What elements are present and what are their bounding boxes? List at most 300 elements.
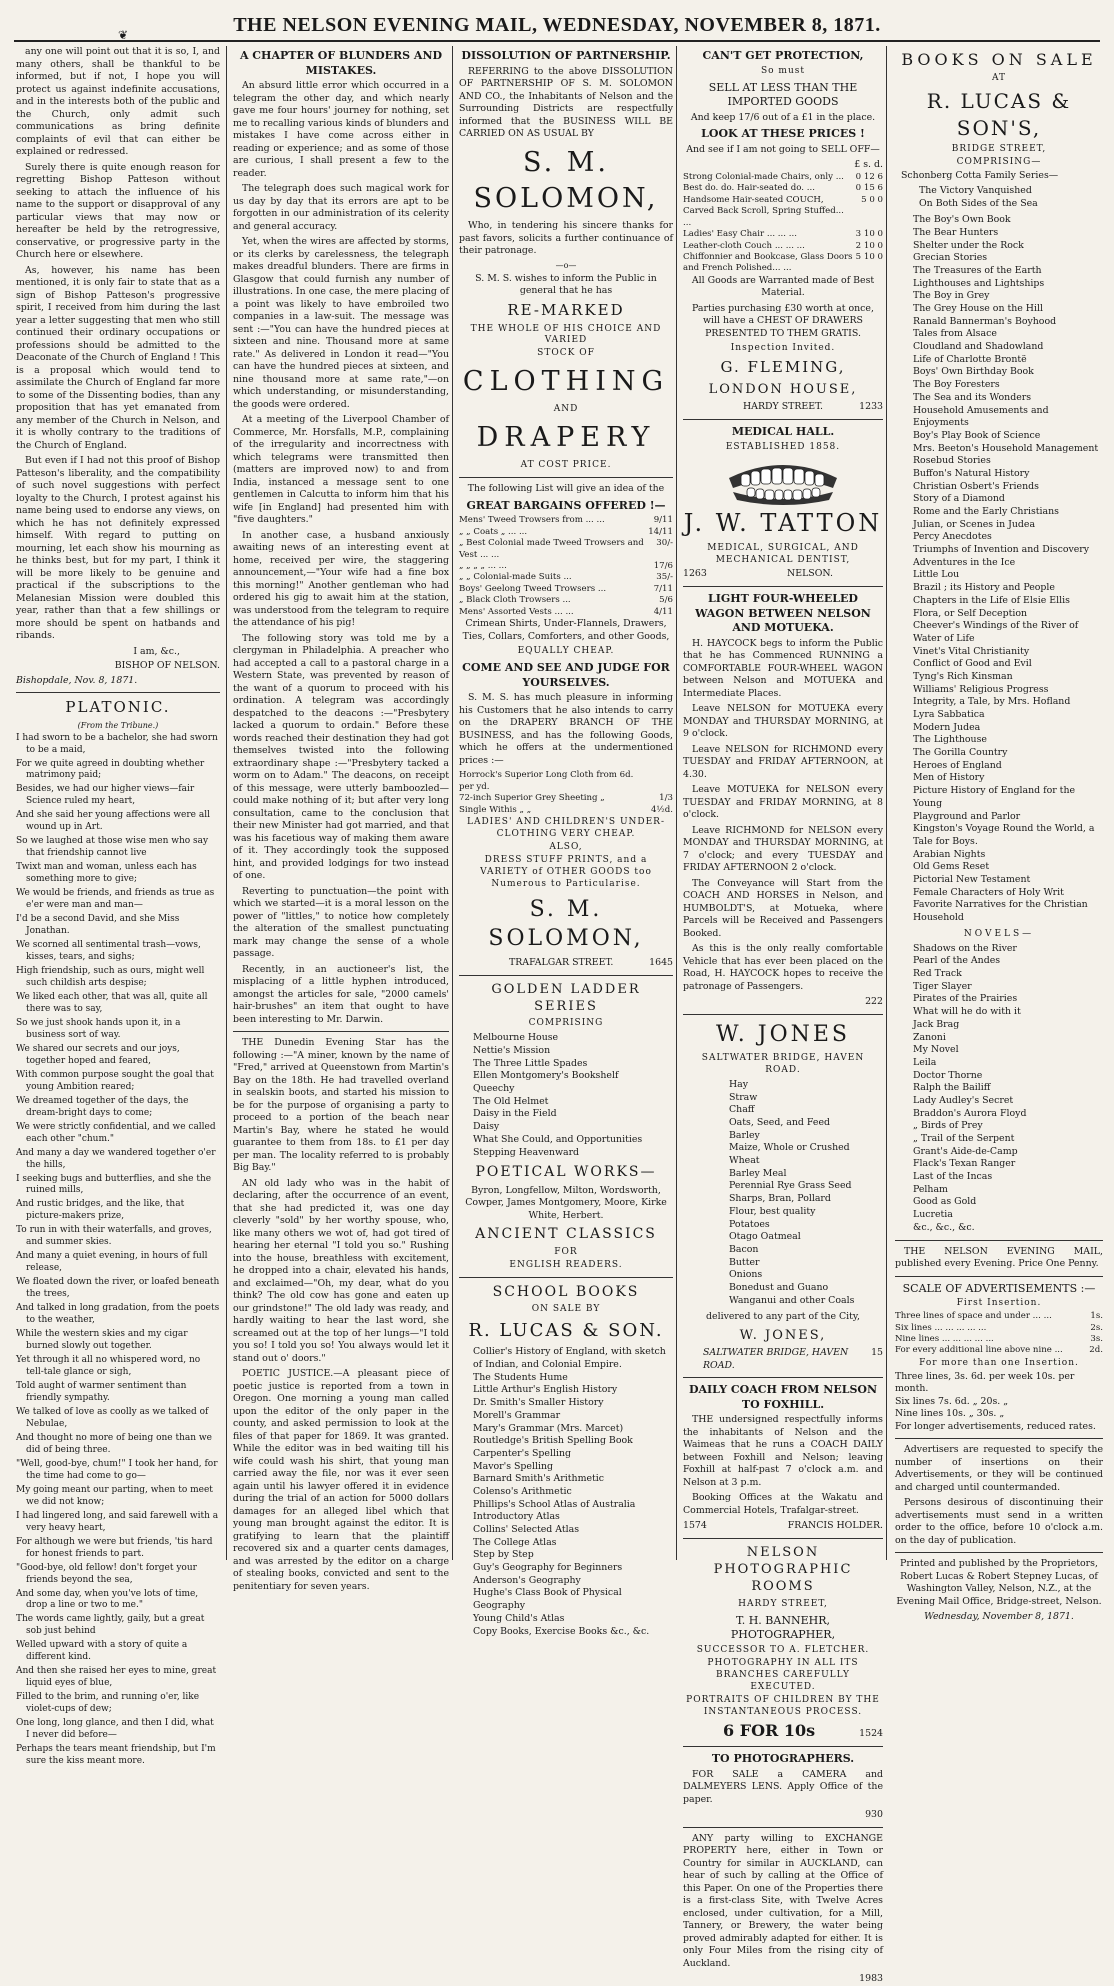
column-1 [14, 46, 224, 1767]
photo-heading: NELSON PHOTOGRAPHIC ROOMS [713, 1544, 853, 1595]
book-item: Grecian Stories [913, 252, 988, 264]
poem-line: "Good-bye, old fellow! don't forget your friends beyond the sea, [16, 1562, 197, 1585]
ad-number: 1263 [683, 568, 707, 580]
price-value: 3s. [1090, 1333, 1103, 1344]
letter-paragraph: Surely there is quite enough reason for regretting Bishop Patteson without seeking to attach the influence of his name to the support or disapproval of any particular views that may now or hereafter be held by the retrogressive, conservative, or progressive party in the Church here or elsewhere. [16, 161, 220, 260]
book-item: Boys' Own Birthday Book [913, 366, 1034, 378]
book-item: Williams' Religious Progress [913, 683, 1049, 695]
book-item: Kingston's Voyage Round the World, a Tale for Boys. [913, 823, 1095, 847]
price-item: Three lines of space and under ... ... [895, 1311, 1052, 1322]
advertisers-text: Advertisers are requested to specify the number of insertions on their Advertisements, or they will be continued and charged until countermanded. [895, 1444, 1103, 1493]
produce-item: Barley Meal [729, 1167, 787, 1179]
book-item: Percy Anecdotes [913, 531, 992, 543]
novel-item: Tiger Slayer [913, 980, 972, 992]
book-item: Brazil ; its History and People [913, 582, 1055, 594]
book-item: Triumphs of Invention and Discovery [913, 544, 1090, 556]
poem-line: To run in with their waterfalls, and groves, and summer skies. [16, 1225, 212, 1248]
poem-line: And then she raised her eyes to mine, great liquid eyes of blue, [16, 1666, 217, 1689]
price-row [459, 572, 673, 583]
produce-item: Maize, Whole or Crushed [729, 1142, 850, 1154]
notice-text: S. M. S. wishes to inform the Public in general that he has [475, 272, 657, 297]
poem-line: So we laughed at those wise men who say that friendship cannot live [16, 836, 209, 859]
book-item: The Grey House on the Hill [913, 303, 1043, 315]
dissolution-intro: REFERRING to the above DISSOLUTION OF PARTNERSHIP OF S. M. SOLOMON AND CO., the Inhabitants of Nelson and the Surrounding Districts are respectfully informed that the BUSINESS WILL BE CARRIED ON AS USUAL BY [459, 65, 673, 140]
article-paragraph: Reverting to punctuation—the point with which we started—it is a moral lesson on the power of "littles," to notice how completely the alteration of the smallest punctuating mark may change the sense of a whole passage. [233, 885, 449, 960]
wagon-intro: H. HAYCOCK begs to inform the Public that he has Commenced RUNNING a COMFORTABLE FOUR-WHEEL WAGON between Nelson and MOTUEKA and Intermediate Places. [683, 637, 883, 699]
novel-item: Good as Gold [913, 1196, 977, 1208]
remarked-heading: RE-MARKED [507, 300, 625, 319]
medical-hall-heading: MEDICAL HALL. [731, 424, 835, 438]
book-item: Cloudland and Shadowland [913, 341, 1044, 353]
conveyance-text: The Conveyance will Start from the COACH AND HORSES in Nelson, and HUMBOLDT'S, at Motueka, where Parcels will be Received and Passengers Booked. [683, 877, 883, 939]
book-item: Rosebud Stories [913, 455, 991, 467]
whole-stock-text: THE WHOLE OF HIS CHOICE AND VARIED [470, 323, 662, 346]
london-house: LONDON HOUSE, [708, 382, 858, 398]
poem-line: While the western skies and my cigar burned slowly out together. [16, 1329, 188, 1352]
comprising-text: COMPRISING— [956, 157, 1042, 168]
wagon-time: Leave MOTUEKA for NELSON every TUESDAY and FRIDAY MORNING, at 8 o'clock. [683, 784, 883, 821]
price-item: Nine lines ... ... ... ... ... [895, 1333, 994, 1344]
poem-line: Besides, we had our higher views—fair Science ruled my heart, [16, 784, 195, 807]
solomon-name: S. M. SOLOMON, [473, 146, 659, 214]
price-item: Chiffonnier and Bookcase, Glass Doors and French Polished... ... [683, 251, 853, 274]
novel-item: Zanoni [913, 1031, 946, 1043]
divider [683, 586, 883, 587]
letter-paragraph: But even if I had not this proof of Bishop Patteson's liberality, and the compatibility of such novel suggestions with perfect loyalty to the Church, I protest against his name being used to endorse any views, on which he has not definitely expressed himself. With regard to putting on mourning, let each show his mourning as he thinks best, but for my part, I think it will be more likely to be genuine and practical if the subscriptions to the Melanesian Mission were doubled this year, rather than that a few shillings or more should be spent on hatbands and ribands. [16, 455, 220, 641]
books-on-sale-heading: BOOKS ON SALE [901, 50, 1097, 69]
article-paragraph: At a meeting of the Liverpool Chamber of Commerce, Mr. Horsfalls, M.P., complaining of the irregularity and incorrectness with which telegrams were transmitted then (matters are improved now) to and from India, instanced a message sent to one gentlemen in Calcutta to inform him that his wife [in England] had presented him with "five daughters." [233, 414, 449, 526]
price-row [459, 595, 673, 606]
price-value: 0 15 6 [855, 183, 883, 194]
keep-text: And keep 17/6 out of a £1 in the place. [690, 111, 876, 123]
article-paragraph: In another case, a husband anxiously awaiting news of an interesting event at home, received per wire, the staggering announcement,—"Your wife had a fine box this morning!" Another gentleman who had ordered his gig to await him at the station, was understood from the telegram to require the attendance of his pig! [233, 529, 449, 629]
page-columns [14, 46, 1103, 1985]
divider [16, 692, 220, 693]
poem-line: My going meant our parting, when to meet we did not know; [16, 1484, 213, 1507]
price-value: 2 10 0 [855, 240, 883, 251]
poem-line: And thought no more of being one than we did of being three. [16, 1432, 212, 1455]
book-item: The Gorilla Country [913, 747, 1008, 759]
article-body [233, 80, 449, 1026]
poem-line: And she said her young affections were all wound up in Art. [16, 810, 210, 833]
book-item: Modern Judea [913, 721, 981, 733]
produce-item: Straw [729, 1091, 758, 1103]
price-value: 4/11 [653, 606, 673, 617]
price-value: 30/- [656, 538, 673, 549]
to-photographers-heading: TO PHOTOGRAPHERS. [711, 1752, 855, 1765]
price-row [895, 1323, 1103, 1334]
book-item: Introductory Atlas [473, 1511, 560, 1523]
newspaper-title: THE NELSON EVENING MAIL, WEDNESDAY, NOVEMBER 8, 1871. [233, 14, 881, 36]
book-item: Lyra Sabbatica [913, 709, 985, 721]
jones-name: W. JONES [716, 1021, 850, 1047]
divider [683, 1746, 883, 1747]
poem-line: Perhaps the tears meant friendship, but I'm sure the kiss meant more. [16, 1744, 216, 1767]
see-text: And see if I am not going to SELL OFF— [686, 143, 880, 155]
news-item: AN old lady who was in the habit of declaring, after the occurrence of an event, that she had predicted it, was one day cleverly "sold" by her worthy spouse, who, like many others we wot of, had got tired of hearing her eternal "I told you so." Rushing into the house, breathless with excitement, he dropped into a chair, elevated his hands, and exclaimed—"Oh, my dear, what do you think? The old cow has gone and eaten up our grindstone!" The old lady was ready, and hardly waiting to hear the last word, she screamed out at the top of her lungs—"I told you so! I told you so! You always would let it stand out o' doors." [233, 1177, 449, 1364]
poem-line: High friendship, such as ours, might well such childish arts despise; [16, 966, 205, 988]
more-rates [895, 1371, 1103, 1421]
list-intro: The following List will give an idea of the [467, 483, 665, 495]
poem-line: With common purpose sought the goal that young Ambition reared; [16, 1069, 214, 1092]
crimean-text: Crimean Shirts, Under-Flannels, Drawers, Ties, Collars, Comforters, and other Goods, [462, 618, 670, 642]
price-row [459, 527, 673, 538]
produce-item: Potatoes [729, 1218, 770, 1230]
price-item: Handsome Hair-seated COUCH, Carved Back Scroll, Spring Stuffed... ... [683, 194, 844, 228]
book-item: Little Lou [913, 569, 960, 581]
lsd-header: £ s. d. [854, 159, 883, 171]
golden-ladder-heading: GOLDEN LADDER SERIES [491, 981, 641, 1015]
fleming-name: G. FLEMING, [720, 358, 846, 377]
book-item: Collier's History of England, with sketch of Indian, and Colonial Empire. [473, 1346, 666, 1371]
divider [683, 1538, 883, 1539]
price-list [459, 515, 673, 618]
sell-heading: SELL AT LESS THAN THE IMPORTED GOODS [708, 80, 858, 109]
cost-price-text: AT COST PRICE. [520, 460, 612, 471]
article-title: A CHAPTER OF BLUNDERS AND MISTAKES. [239, 49, 443, 77]
price-item: Six lines ... ... ... ... ... [895, 1322, 987, 1333]
letter-closing: I am, &c., [133, 645, 180, 657]
novel-item: „ Birds of Prey [913, 1120, 983, 1132]
produce-item: Oats, Seed, and Feed [729, 1117, 830, 1129]
wagon-time: Leave NELSON for RICHMOND every TUESDAY and FRIDAY AFTERNOON, at 4.30. [683, 743, 883, 780]
tatton-name: J. W. TATTON [683, 508, 883, 537]
fleming-address-row [683, 401, 883, 414]
poem-line: And many a quiet evening, in hours of full release, [16, 1251, 208, 1274]
book-item: Nettie's Mission [473, 1045, 551, 1057]
price-item: „ Best Colonial made Tweed Trowsers and Vest ... ... [459, 538, 644, 560]
book-item: Morell's Grammar [473, 1409, 561, 1421]
produce-item: Flour, best quality [729, 1205, 816, 1217]
masthead [0, 0, 1114, 46]
more-insertion: For more than one Insertion. [919, 1357, 1079, 1368]
produce-item: Barley [729, 1129, 760, 1141]
produce-item: Bacon [729, 1243, 759, 1255]
clothing-heading: CLOTHING [462, 366, 670, 398]
imprint-text: Printed and published by the Proprietors, Robert Lucas & Robert Stepney Lucas, of Washington Valley, Nelson, N.Z., at the Evening Mail Office, Bridge-street, Nelson. [896, 1558, 1102, 1607]
price-item: Mens' Assorted Vests ... ... [459, 606, 574, 617]
book-item: Buffon's Natural History [913, 467, 1030, 479]
book-item: On Both Sides of the Sea [919, 197, 1038, 209]
article-paragraph: The telegraph does such magical work for us day by day that its errors are apt to be forgotten in our administration of its celerity and general accuracy. [233, 183, 449, 232]
drapery-price-list [459, 770, 673, 816]
protection-heading: CAN'T GET PROTECTION, [702, 49, 864, 62]
ad-number: 1983 [859, 1973, 883, 1985]
poem-line: We talked of love as coolly as we talked of Nebulae, [16, 1406, 209, 1429]
novel-item: Red Track [913, 968, 962, 980]
coach-heading: DAILY COACH FROM NELSON TO FOXHILL. [688, 1383, 878, 1411]
divider [895, 1276, 1103, 1277]
ad-number: 1233 [859, 401, 883, 413]
wagon-time: Leave NELSON for MOTUEKA every MONDAY and THURSDAY MORNING, at 9 o'clock. [683, 703, 883, 740]
letter-paragraph: As, however, his name has been mentioned, it is only fair to state that as a sign of Bishop Patteson's progressive spirit, I received from him during the last year a letter suggesting that men who still continued their ordinary occupations or professions should be admitted to the Deaconate of the Church of England ! This is a proposal which would tend to assimilate the Church of England far more to some of the Dissenting bodies, than any proposition that has yet emanated from any member of the Church in Nelson, and it is wholly contrary to the traditions of the Church of England. [16, 264, 220, 451]
rate-line: Six lines 7s. 6d. „ 20s. „ [895, 1395, 1009, 1407]
price-row [459, 561, 673, 572]
english-readers-text: ENGLISH READERS. [509, 1259, 623, 1270]
ladies-text: LADIES' AND CHILDREN'S UNDER-CLOTHING VERY CHEAP. [466, 816, 666, 839]
price-row [459, 770, 673, 793]
poem-line: I'd be a second David, and she Miss Jonathan. [16, 914, 180, 937]
book-item: Lighthouses and Lightships [913, 277, 1045, 289]
produce-item: Wanganui and other Coals [729, 1294, 855, 1306]
rate-line: Nine lines 10s. „ 30s. „ [895, 1408, 1005, 1420]
book-item: Playground and Parlor [913, 810, 1021, 822]
book-item: Rome and the Early Christians [913, 506, 1059, 518]
column-2 [226, 46, 453, 1592]
book-item: Integrity, a Tale, by Mrs. Hofland [913, 696, 1071, 708]
saltwater-bridge: SALTWATER BRIDGE, HAVEN ROAD. [701, 1053, 865, 1075]
dissolution-title: DISSOLUTION OF PARTNERSHIP. [461, 49, 671, 62]
poem-line: We floated down the river, or loafed beneath the trees, [16, 1277, 220, 1300]
book-item: Barnard Smith's Arithmetic [473, 1473, 605, 1485]
novel-item: „ Trail of the Serpent [913, 1133, 1015, 1145]
produce-item: Perennial Rye Grass Seed [729, 1180, 852, 1192]
rate-line: Three lines, 3s. 6d. per week 10s. per month. [895, 1370, 1075, 1395]
book-item: The Old Helmet [473, 1095, 549, 1107]
solomon-address-row [459, 957, 673, 970]
book-item: The Treasures of the Earth [913, 264, 1042, 276]
price-item: „ Black Cloth Trowsers ... [459, 595, 571, 606]
book-item: Copy Books, Exercise Books &c., &c. [473, 1625, 650, 1637]
produce-item: Onions [729, 1269, 763, 1281]
book-item: Female Characters of Holy Writ [913, 886, 1064, 898]
cotta-list [895, 185, 1103, 210]
poem-line: Welled upward with a story of quite a different kind. [16, 1640, 188, 1663]
book-item: Queechy [473, 1083, 515, 1095]
book-item: Daisy [473, 1121, 500, 1133]
book-item: What She Could, and Opportunities [473, 1133, 643, 1145]
book-item: Chapters in the Life of Elsie Ellis [913, 594, 1070, 606]
book-item: The Bear Hunters [913, 226, 999, 238]
comprising-text: COMPRISING [528, 1018, 604, 1029]
price-item: „ „ Colonial-made Suits ... [459, 572, 572, 583]
book-item: Mrs. Beeton's Household Management [913, 442, 1099, 454]
poem-body [16, 733, 220, 1769]
news-item: POETIC JUSTICE.—A pleasant piece of poetic justice is reported from a town in Oregon. One morning a young man called upon the editor of the only paper in the county, and asked permission to look at the files of that paper for 1869. It was granted. While the editor was in bed waiting till his wife could wash his shirt, that young man carried away the file, nor was it ever seen again until his lawyer offered it in evidence during the trial of an action for 5000 dollars damages for an alleged libel which that young man brought against the editor. It is gratifying to learn that the plaintiff recovered six and a quarter cents damages, and was arrested by the editor on a charge of stealing books, convicted and sent to the penitentiary for seven years. [233, 1368, 449, 1592]
book-item: Cheever's Windings of the River of Water of Life [913, 620, 1079, 644]
article-paragraph: The following story was told me by a clergyman in Philadelphia. A preacher who had accepted a call to a pastoral charge in a Western State, was prevented by reason of the want of a quorum to proceed with his ordination. A telegram was accordingly despatched to the deacons :—"Presbytery lacked a quorum to ordain." Before these words reached their destination they had got themselves twisted into the following extraordinary shape :—"Presbytery tacked a worm on to Adam." The deacons, on receipt of this message, were utterly bamboozled—could make nothing of it; but after very long consultation, came to the conclusion that their new Minister had got married, and that was his facetious way of making them aware of it. They accordingly took the supposed hint, and provided lodgings for two instead of one. [233, 632, 449, 882]
photo-children: PORTRAITS OF CHILDREN BY THE INSTANTANEOUS PROCESS. [686, 1694, 880, 1717]
poem-line: I seeking bugs and butterflies, and she the ruined mills, [16, 1173, 212, 1196]
poem-line: "Well, good-bye, chum!" I took her hand, for the time had come to go— [16, 1458, 218, 1481]
divider [233, 1031, 449, 1032]
price-value [648, 770, 673, 793]
book-item: The College Atlas [473, 1536, 557, 1548]
at-text: AT [991, 73, 1006, 84]
coach-signature: FRANCIS HOLDER. [787, 1520, 883, 1532]
price-value: 1/3 [659, 793, 673, 804]
price-row [459, 515, 673, 526]
photo-price: 6 FOR 10s [723, 1720, 816, 1740]
book-item: Ellen Montgomery's Bookshelf [473, 1070, 619, 1082]
book-item: Daisy in the Field [473, 1108, 557, 1120]
book-item: Anderson's Geography [473, 1574, 581, 1586]
divider [895, 1438, 1103, 1439]
book-item: Carpenter's Spelling [473, 1447, 572, 1459]
book-item: Little Arthur's English History [473, 1384, 618, 1396]
novel-item: Ralph the Bailiff [913, 1082, 991, 1094]
book-item: Julian, or Scenes in Judea [913, 518, 1036, 530]
furniture-price-list [683, 172, 883, 275]
come-and-see: COME AND SEE AND JUDGE FOR YOURSELVES. [462, 661, 670, 689]
book-item: The Students Hume [473, 1371, 568, 1383]
rates-table [895, 1311, 1103, 1357]
book-item: Old Gems Reset [913, 861, 990, 873]
poem-line: And rustic bridges, and the like, that picture-makers prize, [16, 1199, 185, 1222]
ad-number: 1524 [859, 1727, 883, 1739]
divider [895, 1552, 1103, 1553]
ad-number: 930 [865, 1809, 883, 1821]
exchange-text: ANY party willing to EXCHANGE PROPERTY here, either in Town or Country for similar in AUCKLAND, can hear of such by calling at the Office of this Paper. On one of the Properties there is a first-class Site, with Twelve Acres enclosed, under cultivation, for a Mill, Tannery, or Brewery, the water being proved admirably adapted for either. It is only Four Miles from the rising city of Auckland. [683, 1832, 883, 1969]
price-value: 3 10 0 [855, 229, 883, 240]
price-item: Best do. do. Hair-seated do. ... [683, 183, 815, 194]
book-item: Conflict of Good and Evil [913, 658, 1032, 670]
column-3 [452, 46, 677, 1637]
established-text: ESTABLISHED 1858. [725, 441, 841, 452]
price-item: „ „ „ „ ... ... [459, 560, 507, 571]
price-row [895, 1334, 1103, 1345]
letter-signature: BISHOP OF NELSON. [114, 660, 220, 671]
lucas-son-name: R. LUCAS & SON. [468, 1320, 664, 1342]
price-row [683, 183, 883, 194]
poem-line: For although we were but friends, 'tis hard for honest friends to part. [16, 1536, 213, 1559]
price-value: 4½d. [650, 804, 673, 815]
novel-item: Jack Brag [913, 1018, 960, 1030]
novel-item: Braddon's Aurora Floyd [913, 1107, 1027, 1119]
book-item: Christian Osbert's Friends [913, 480, 1039, 492]
book-item: The Boy's Own Book [913, 214, 1011, 226]
poem-line: We shared our secrets and our joys, together hoped and feared, [16, 1043, 180, 1066]
poem-line: One long, long glance, and then I did, what I never did before— [16, 1718, 214, 1741]
price-value: 7/11 [653, 583, 673, 594]
book-item: Mary's Grammar (Mrs. Marcet) [473, 1422, 624, 1434]
photo-successor: SUCCESSOR TO A. FLETCHER. [696, 1644, 870, 1655]
longer-text: For longer advertisements, reduced rates. [895, 1420, 1096, 1432]
book-item: The Three Little Spades [473, 1057, 588, 1069]
thanks-text: Who, in tendering his sincere thanks for past favors, solicits a further continuance of their patronage. [459, 220, 673, 257]
mail-publication: THE NELSON EVENING MAIL, published every Evening. Price One Penny. [895, 1245, 1103, 1270]
book-list [895, 214, 1103, 925]
cotta-series: Schonberg Cotta Family Series— [901, 170, 1059, 182]
drapery-intro: S. M. S. has much pleasure in informing his Customers that he also intends to carry on the DRAPERY BRANCH OF THE BUSINESS, and has the following Goods, which he offers at the undermentioned prices :— [459, 692, 673, 766]
price-row [683, 229, 883, 240]
tatton-address-row [683, 568, 883, 581]
novel-item: Lady Audley's Secret [913, 1094, 1014, 1106]
book-item: Favorite Narratives for the Christian Household [913, 899, 1088, 924]
book-item: Pictorial New Testament [913, 873, 1031, 885]
novel-item: Pirates of the Prairies [913, 993, 1018, 1005]
coach-booking: Booking Offices at the Wakatu and Commercial Hotels, Trafalgar-street. [683, 1492, 883, 1516]
to-photographers-text: FOR SALE a CAMERA and DALMEYERS LENS. Apply Office of the paper. [683, 1768, 883, 1805]
price-row [683, 172, 883, 183]
delivered-text: delivered to any part of the City, [706, 1311, 860, 1323]
book-item: Guy's Geography for Beginners [473, 1562, 623, 1574]
article-paragraph: Recently, in an auctioneer's list, the misplacing of a little hyphen introduced, amongst the articles for sale, "2000 camels' hair-brushes" an item that ought to have been interesting to Mr. Darwin. [233, 963, 449, 1025]
masthead-rule [14, 40, 1100, 42]
book-item: Household Amusements and Enjoyments [913, 404, 1049, 429]
fleming-street: HARDY STREET. [743, 401, 823, 413]
book-item: Arabian Nights [913, 848, 986, 860]
book-item: Life of Charlotte Brontë [913, 353, 1027, 365]
divider [459, 477, 673, 478]
divider [683, 1014, 883, 1015]
article-paragraph: Yet, when the wires are affected by storms, or its clerks by carelessness, the telegraph makes dreadful blunders. There are firms in Glasgow that could furnish any number of illustrations. In one case, the mere placing of a point was likely to have embroiled two companies in a law-suit. The message was sent :—"You can have the hundred pieces at sixteen and nine. Thousand more at same rate." As delivered in London it read—"You can have the hundred pieces at sixteen, and nine thousand more at same rate,"—on which understanding, or misunderstanding, the goods were ordered. [233, 236, 449, 410]
also-text: ALSO, [549, 841, 583, 852]
tatton-description: MEDICAL, SURGICAL, AND MECHANICAL DENTIST, [707, 543, 859, 566]
price-item: Horrock's Superior Long Cloth from 6d. per yd. [459, 770, 634, 792]
book-item: Shelter under the Rock [913, 239, 1024, 251]
price-value: 14/11 [648, 526, 673, 537]
price-row [895, 1345, 1103, 1356]
book-item: Story of a Diamond [913, 493, 1005, 505]
letter-dateline: Bishopdale, Nov. 8, 1871. [16, 674, 138, 686]
book-item: Collins' Selected Atlas [473, 1524, 580, 1535]
novel-list [895, 943, 1103, 1235]
column-5 [886, 46, 1107, 1623]
poem-line: Twixt man and woman, unless each has something more to give; [16, 862, 197, 885]
ad-number: 1645 [649, 957, 673, 969]
wagon-time: Leave RICHMOND for NELSON every MONDAY and THURSDAY MORNING, at 7 o'clock; and every TUESDAY and FRIDAY AFTERNOON 2 o'clock. [683, 824, 883, 874]
stock-of-text: STOCK OF [537, 348, 595, 359]
poem-line: Filled to the brim, and running o'er, like violet-cups of dew; [16, 1692, 200, 1715]
photo-price-row [683, 1720, 883, 1741]
inspection-text: Inspection Invited. [730, 343, 836, 354]
school-books-list [459, 1346, 673, 1638]
discontinuing-text: Persons desirous of discontinuing their advertisements must send in a written order to the office, before 10 o'clock a.m. on the day of publication. [895, 1497, 1103, 1546]
price-item: Mens' Tweed Trowsers from ... ... [459, 515, 605, 526]
poem-line: So we just shook hands upon it, in a business sort of way. [16, 1017, 181, 1040]
equally-cheap: EQUALLY CHEAP. [517, 646, 615, 657]
price-row [683, 252, 883, 275]
book-item: Tyng's Rich Kinsman [913, 670, 1013, 682]
book-item: Picture History of England for the Young [913, 785, 1076, 809]
novel-item: Pearl of the Andes [913, 955, 1001, 967]
price-value: 5 10 0 [855, 251, 883, 262]
poem-line: Told aught of warmer sentiment than friendly sympathy. [16, 1381, 187, 1403]
ad-number: 222 [865, 996, 883, 1008]
poem-line: The words came lightly, gaily, but a great sob just behind [16, 1614, 205, 1637]
poem-line: And many a day we wandered together o'er the hills, [16, 1147, 216, 1170]
produce-item: Otago Oatmeal [729, 1231, 801, 1243]
wagon-times [683, 703, 883, 875]
ancient-classics-heading: ANCIENT CLASSICS [475, 1226, 657, 1243]
novel-item: Doctor Thorne [913, 1069, 983, 1081]
price-row [459, 793, 673, 804]
ad-number: 15 [871, 1347, 883, 1359]
poem-line: We would be friends, and friends as true as e'er were man and man— [16, 888, 215, 911]
price-value: 1s. [1090, 1311, 1103, 1322]
novel-item: Leila [913, 1056, 937, 1068]
poem-line: We liked each other, that was all, quite all there was to say, [16, 991, 208, 1014]
book-item: Mavor's Spelling [473, 1460, 553, 1472]
news-items [233, 1037, 449, 1593]
price-row [459, 584, 673, 595]
price-item: 72-inch Superior Grey Sheeting „ [459, 793, 605, 804]
book-item: The Boy Foresters [913, 379, 1000, 391]
only-vehicle-text: As this is the only really comfortable Vehicle that has ever been placed on the Road, H. HAYCOCK hopes to receive the patronage of Passengers. [683, 943, 883, 992]
photo-name: T. H. BANNEHR, PHOTOGRAPHER, [730, 1613, 836, 1642]
book-item: Flora, or Self Deception [913, 607, 1028, 619]
novel-item: Flack's Texan Ranger [913, 1158, 1016, 1170]
price-item: Single Withis „ „ [459, 804, 532, 815]
poem-line: We dreamed together of the days, the dream-bright days to come; [16, 1095, 189, 1118]
poem-source: (From the Tribune.) [77, 720, 159, 730]
price-value: 17/6 [653, 560, 673, 571]
letter-paragraph: any one will point out that it is so, I, and many others, shall be thankful to be informed, but if not, I hope you will protect us against indefinite accusations, and in the interests both of the public and the Church, only admit such communications as bring definite complaints of evil that can either be explained or redressed. [16, 46, 220, 157]
ornament-icon: ❦ [118, 28, 129, 42]
price-row [683, 241, 883, 252]
price-item: Boys' Geelong Tweed Trowsers ... [459, 583, 607, 594]
